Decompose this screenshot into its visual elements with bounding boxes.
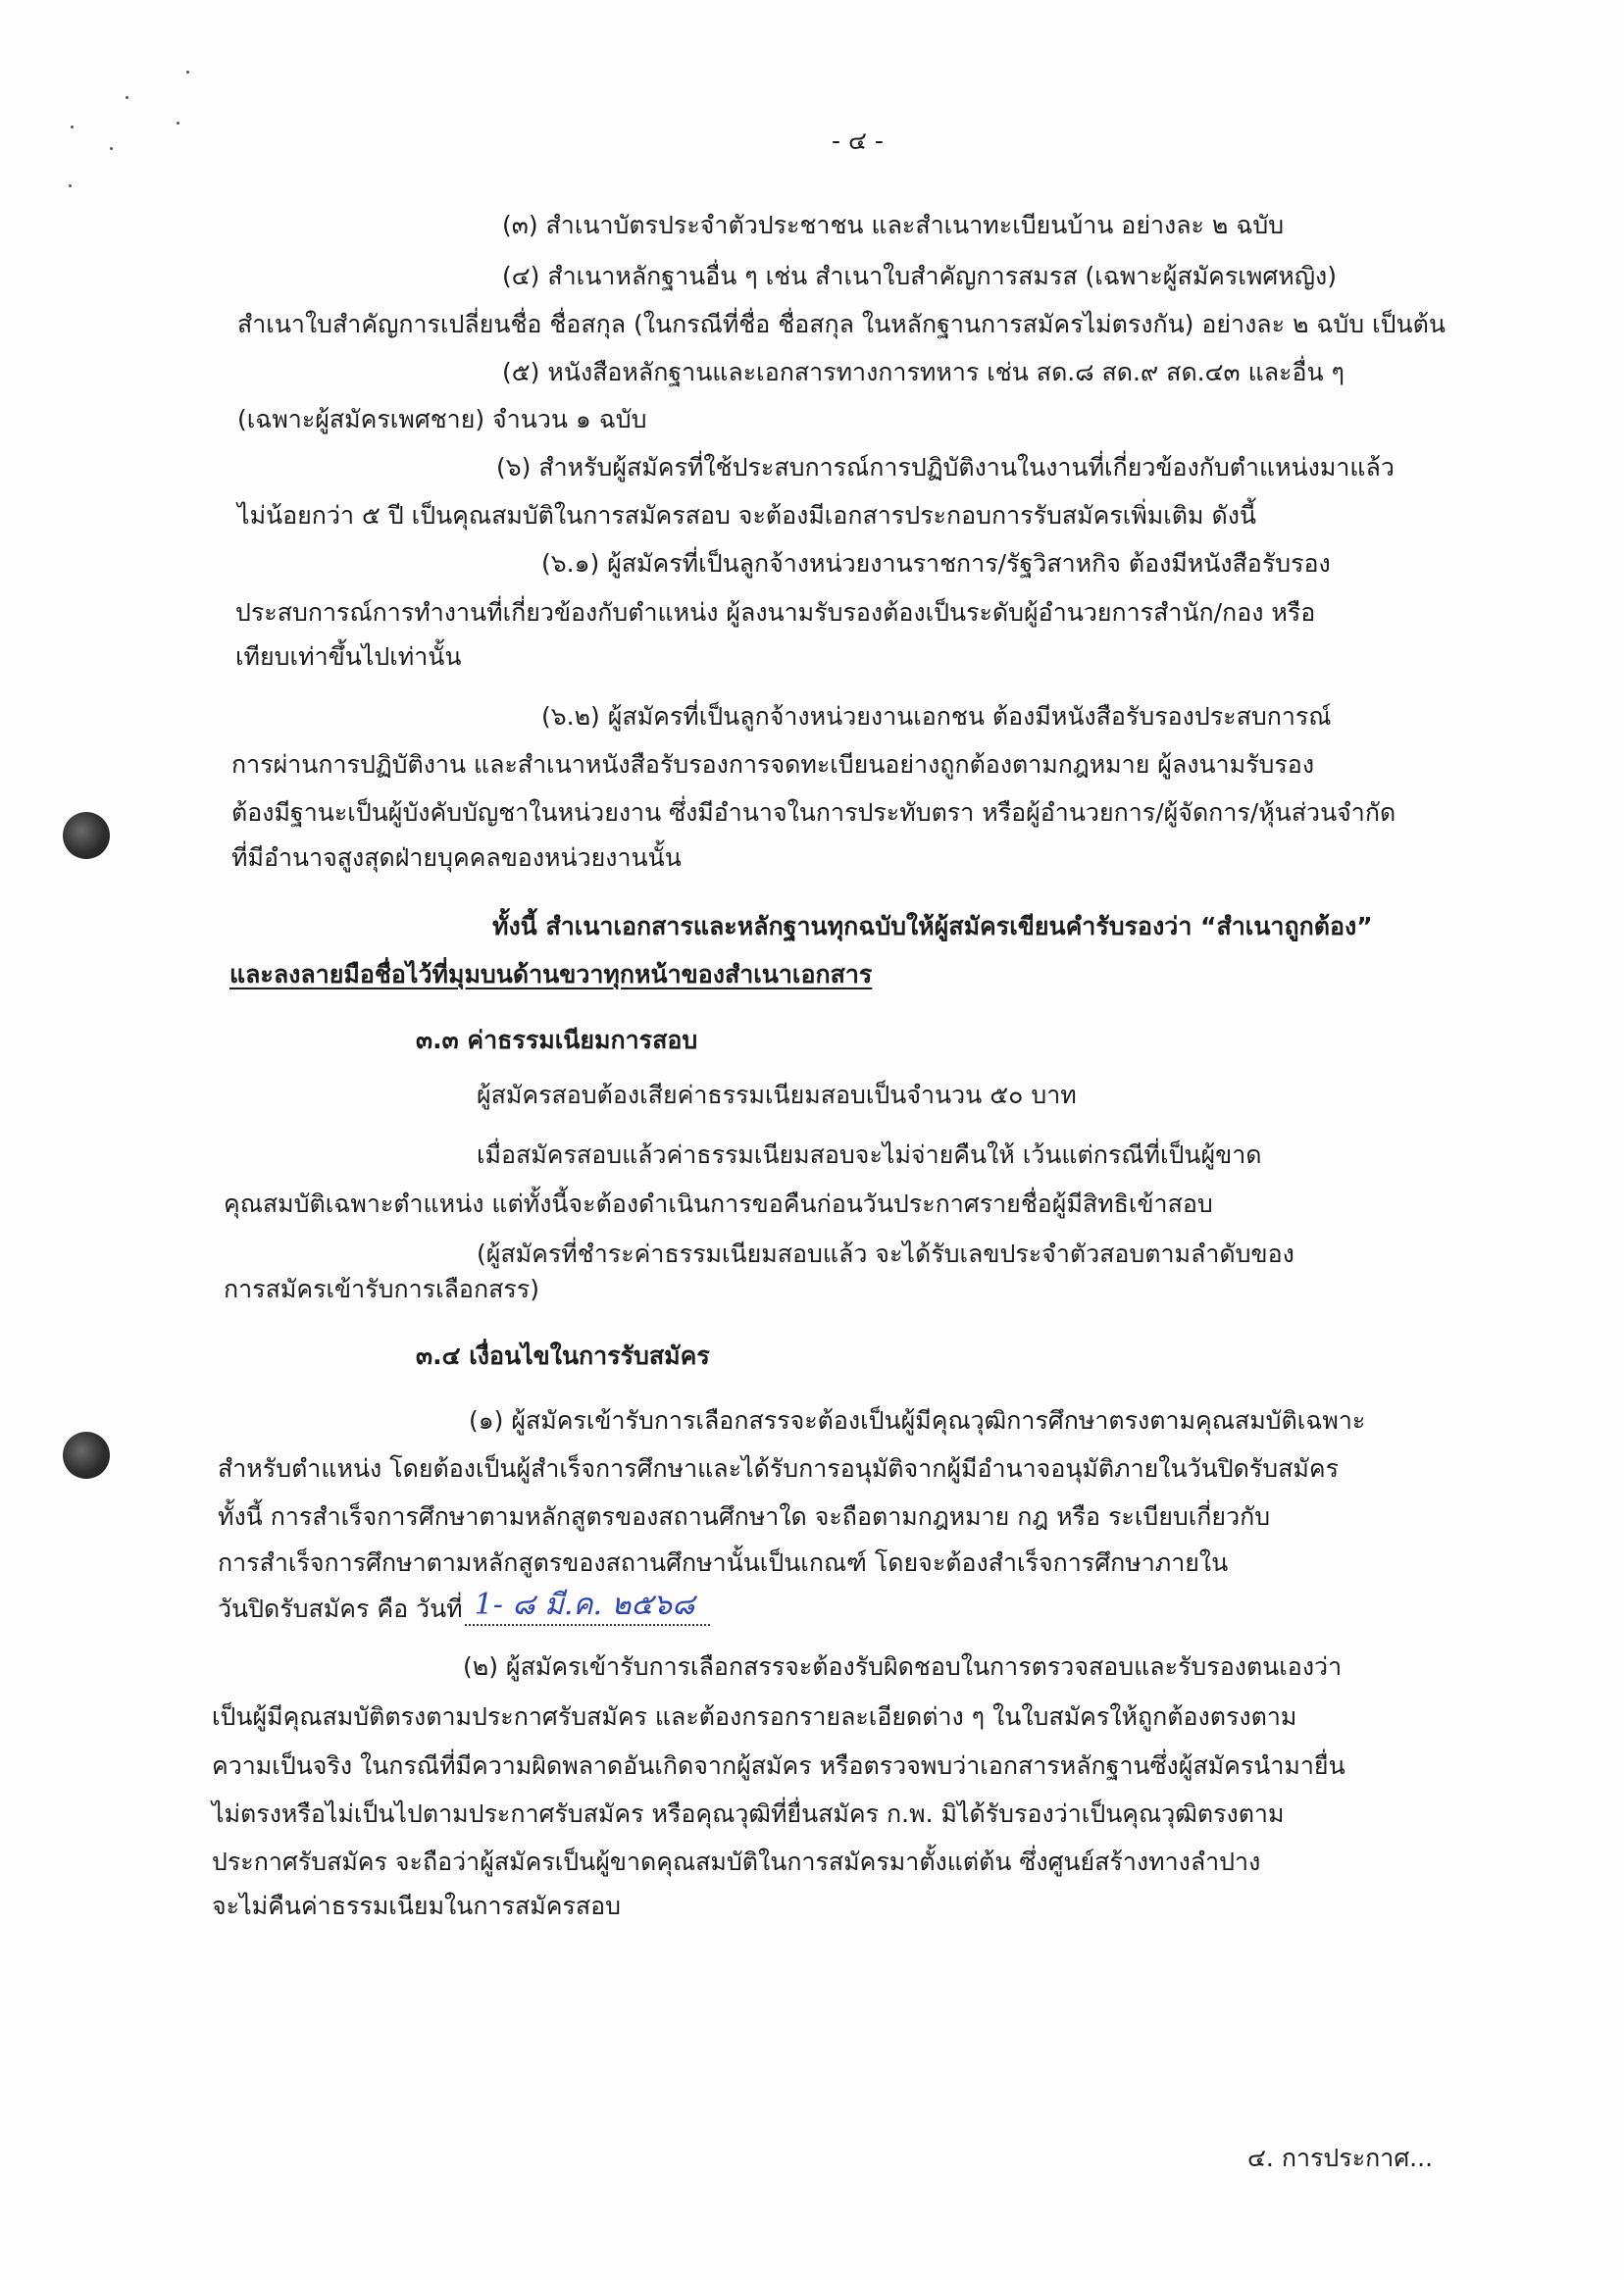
punch-hole: [63, 1432, 110, 1479]
condition-2-cont: ความเป็นจริง ในกรณีที่มีความผิดพลาดอันเกิดจากผู้สมัคร หรือตรวจพบว่าเอกสารหลักฐานซึ่งผู้สมัครนำมายื่น: [212, 1751, 1345, 1780]
section-3-3-heading: ๓.๓ ค่าธรรมเนียมการสอบ: [416, 1026, 698, 1054]
condition-2-cont: เป็นผู้มีคุณสมบัติตรงตามประกาศรับสมัคร และต้องกรอกรายละเอียดต่าง ๆ ในใบสมัครให้ถูกต้องตรงตาม: [212, 1702, 1297, 1731]
item-6-2-cont: ที่มีอำนาจสูงสุดฝ่ายบุคคลของหน่วยงานนั้น: [231, 843, 682, 872]
item-3-line: (๓) สำเนาบัตรประจำตัวประชาชน และสำเนาทะเบียนบ้าน อย่างละ ๒ ฉบับ: [502, 211, 1285, 239]
refund-line: เมื่อสมัครสอบแล้วค่าธรรมเนียมสอบจะไม่จ่ายคืนให้ เว้นแต่กรณีที่เป็นผู้ขาด: [477, 1140, 1262, 1169]
fee-line: ผู้สมัครสอบต้องเสียค่าธรรมเนียมสอบเป็นจำนวน ๕๐ บาท: [477, 1081, 1077, 1109]
condition-2-cont: ประกาศรับสมัคร จะถือว่าผู้สมัครเป็นผู้ขาดคุณสมบัติในการสมัครมาตั้งแต่ต้น ซึ่งศูนย์สร้างทางลำปาง: [212, 1848, 1261, 1876]
condition-1-line: (๑) ผู้สมัครเข้ารับการเลือกสรรจะต้องเป็นผู้มีคุณวุฒิการศึกษาตรงตามคุณสมบัติเฉพาะ: [469, 1406, 1366, 1435]
scan-speck: [71, 126, 74, 128]
condition-1-cont: สำหรับตำแหน่ง โดยต้องเป็นผู้สำเร็จการศึกษาและได้รับการอนุมัติจากผู้มีอำนาจอนุมัติภายในวันปิดรับสมัคร: [218, 1454, 1340, 1483]
scan-speck: [126, 96, 128, 99]
section-3-4-heading: ๓.๔ เงื่อนไขในการรับสมัคร: [416, 1342, 710, 1370]
item-6-cont: ไม่น้อยกว่า ๕ ปี เป็นคุณสมบัติในการสมัครสอบ จะต้องมีเอกสารประกอบการรับสมัครเพิ่มเติม ดังนี้: [237, 501, 1257, 530]
handwritten-date: 1- ๘ มี.ค. ๒๕๖๘: [474, 1588, 695, 1622]
exam-number-line: (ผู้สมัครที่ชำระค่าธรรมเนียมสอบแล้ว จะได้รับเลขประจำตัวสอบตามลำดับของ: [477, 1240, 1294, 1268]
item-6-2-cont: การผ่านการปฏิบัติงาน และสำเนาหนังสือรับรองการจดทะเบียนอย่างถูกต้องตามกฎหมาย ผู้ลงนามรับรอง: [231, 750, 1315, 779]
scan-speck: [186, 71, 189, 74]
item-5-line: (๕) หนังสือหลักฐานและเอกสารทางการทหาร เช่น สด.๘ สด.๙ สด.๔๓ และอื่น ๆ: [502, 358, 1345, 386]
exam-number-cont: การสมัครเข้ารับการเลือกสรร): [224, 1275, 539, 1303]
item-6-1-cont: ประสบการณ์การทำงานที่เกี่ยวข้องกับตำแหน่ง ผู้ลงนามรับรองต้องเป็นระดับผู้อำนวยการสำนัก/กอง หรือ: [235, 598, 1316, 627]
page-number: - ๔ -: [832, 127, 884, 155]
scan-speck: [177, 122, 179, 125]
certify-note: ทั้งนี้ สำเนาเอกสารและหลักฐานทุกฉบับให้ผู้สมัครเขียนคำรับรองว่า “สำเนาถูกต้อง”: [492, 912, 1373, 940]
item-6-1-cont: เทียบเท่าขึ้นไปเท่านั้น: [235, 642, 462, 671]
item-6-1-line: (๖.๑) ผู้สมัครที่เป็นลูกจ้างหน่วยงานราชการ/รัฐวิสาหกิจ ต้องมีหนังสือรับรอง: [541, 549, 1331, 578]
punch-hole: [63, 812, 110, 859]
condition-1-cont: ทั้งนี้ การสำเร็จการศึกษาตามหลักสูตรของสถานศึกษาใด จะถือตามกฎหมาย กฎ หรือ ระเบียบเกี่ยวกับ: [218, 1502, 1271, 1531]
item-6-line: (๖) สำหรับผู้สมัครที่ใช้ประสบการณ์การปฏิบัติงานในงานที่เกี่ยวข้องกับตำแหน่งมาแล้ว: [496, 453, 1395, 481]
item-5-cont: (เฉพาะผู้สมัครเพศชาย) จำนวน ๑ ฉบับ: [237, 405, 647, 433]
scan-speck: [69, 184, 72, 187]
footer-continuation: ๔. การประกาศ...: [1247, 2144, 1434, 2172]
date-fill-blank: [465, 1588, 710, 1626]
item-6-2-line: (๖.๒) ผู้สมัครที่เป็นลูกจ้างหน่วยงานเอกชน ต้องมีหนังสือรับรองประสบการณ์: [541, 702, 1332, 731]
refund-cont: คุณสมบัติเฉพาะตำแหน่ง แต่ทั้งนี้จะต้องดำเนินการขอคืนก่อนวันประกาศรายชื่อผู้มีสิทธิเข้าสอบ: [224, 1190, 1213, 1218]
closing-date-line: [218, 1588, 710, 1626]
scan-speck: [110, 147, 113, 150]
condition-2-line: (๒) ผู้สมัครเข้ารับการเลือกสรรจะต้องรับผิดชอบในการตรวจสอบและรับรองตนเองว่า: [463, 1652, 1343, 1681]
condition-1-cont: การสำเร็จการศึกษาตามหลักสูตรของสถานศึกษานั้นเป็นเกณฑ์ โดยจะต้องสำเร็จการศึกษาภายใน: [218, 1548, 1229, 1577]
item-6-2-cont: ต้องมีฐานะเป็นผู้บังคับบัญชาในหน่วยงาน ซึ่งมีอำนาจในการประทับตรา หรือผู้อำนวยการ/ผู้จัดการ/หุ้นส่วนจำกัด: [231, 798, 1396, 827]
condition-2-cont: จะไม่คืนค่าธรรมเนียมในการสมัครสอบ: [212, 1892, 621, 1920]
item-4-cont: สำเนาใบสำคัญการเปลี่ยนชื่อ ชื่อสกุล (ในกรณีที่ชื่อ ชื่อสกุล ในหลักฐานการสมัครไม่ตรงกัน) อย่างละ ๒ ฉบับ เป็นต้น: [237, 310, 1446, 338]
condition-2-cont: ไม่ตรงหรือไม่เป็นไปตามประกาศรับสมัคร หรือคุณวุฒิที่ยื่นสมัคร ก.พ. มิได้รับรองว่าเป็นคุณวุฒิตรงตาม: [212, 1799, 1285, 1828]
closing-date-label: วันปิดรับสมัคร คือ วันที่: [218, 1595, 463, 1623]
certify-note-underlined: และลงลายมือชื่อไว้ที่มุมบนด้านขวาทุกหน้าของสำเนาเอกสาร: [229, 960, 873, 988]
item-4-line: (๔) สำเนาหลักฐานอื่น ๆ เช่น สำเนาใบสำคัญการสมรส (เฉพาะผู้สมัครเพศหญิง): [502, 262, 1337, 290]
